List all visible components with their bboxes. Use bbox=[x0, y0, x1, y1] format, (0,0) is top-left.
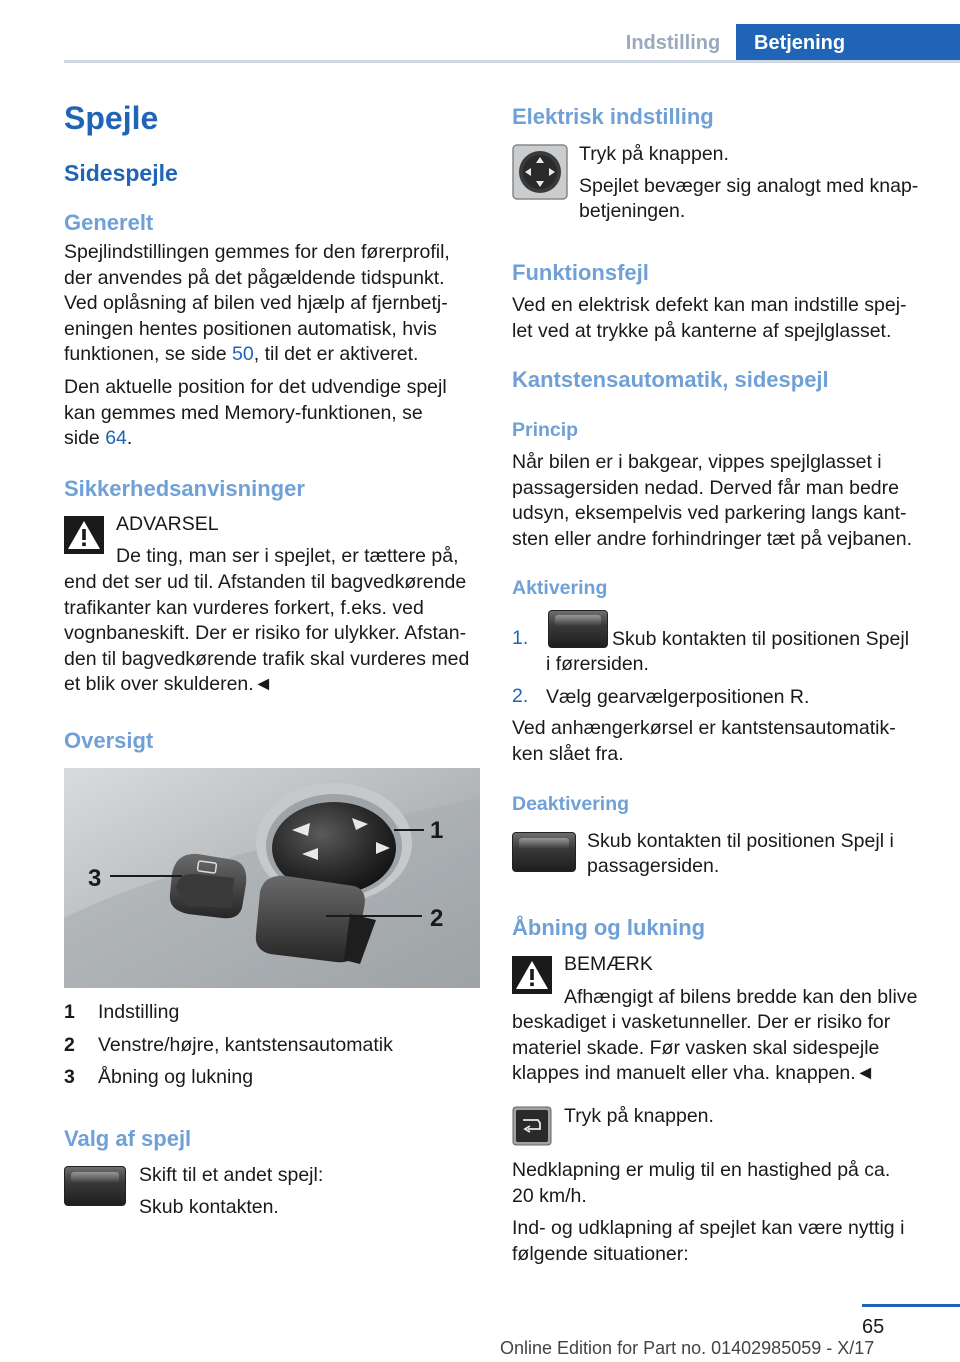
overview-list-num-2: 2 bbox=[64, 1034, 75, 1056]
page-link-64[interactable]: 64 bbox=[105, 427, 127, 449]
page-number: 65 bbox=[862, 1316, 885, 1338]
heading-elektrisk-indstilling: Elektrisk indstilling bbox=[512, 104, 714, 129]
heading-aabning-og-lukning: Åbning og lukning bbox=[512, 915, 706, 940]
heading-generelt: Generelt bbox=[64, 210, 154, 235]
footer-edition: Online Edition for Part no. 01402985059 - X/17 bbox=[500, 1338, 875, 1358]
note-label: BEMÆRK bbox=[564, 953, 653, 975]
caution-triangle-icon bbox=[512, 956, 552, 994]
tryk-text: Tryk på knappen. bbox=[564, 1105, 714, 1127]
footer-divider bbox=[862, 1304, 960, 1307]
page-title: Spejle bbox=[64, 100, 159, 136]
heading-princip: Princip bbox=[512, 419, 579, 441]
aktivering-text-1b: i førersiden. bbox=[546, 653, 649, 675]
heading-aktivering: Aktivering bbox=[512, 577, 608, 599]
header-tab-betjening[interactable]: Betjening bbox=[736, 24, 960, 62]
elektrisk-text-line1: Tryk på knappen. bbox=[579, 143, 729, 165]
fold-mirror-button-icon bbox=[512, 1106, 552, 1146]
callout-2: 2 bbox=[430, 905, 444, 932]
note-text-line1: Afhængigt af bilens bredde kan den blive bbox=[564, 986, 918, 1008]
valg-text-line1: Skift til et andet spejl: bbox=[139, 1164, 324, 1186]
overview-list-num-3: 3 bbox=[64, 1066, 75, 1088]
mirror-switch-driver-icon bbox=[548, 610, 608, 648]
page-link-50[interactable]: 50 bbox=[232, 343, 254, 365]
heading-deaktivering: Deaktivering bbox=[512, 793, 630, 815]
heading-funktionsfejl: Funktionsfejl bbox=[512, 260, 649, 285]
aktivering-text-1a: Skub kontakten til positionen Spejl bbox=[612, 628, 910, 650]
nedklapning-text: Nedklapning er mulig til en hastighed på ca. 20 km/h. bbox=[512, 1159, 891, 1207]
warning-text: end det ser ud til. Afstanden til bagvedkørende trafikanter kan vurderes forkert, f.eks. ved vognbaneskift. Der er risiko for ulykker. Afstan‐ den til bagvedkørende trafik skal vurderes med et blik over skulderen.◄ bbox=[64, 571, 470, 695]
heading-oversigt: Oversigt bbox=[64, 728, 154, 753]
princip-text: Når bilen er i bakgear, vippes spejlglasset i passagersiden nedad. Derved får man bedre udsyn, eksempelvis ved parkering langs kant‐ sten eller andre forhindringer tæt på vejbanen. bbox=[512, 451, 912, 550]
section-heading-sidespejle: Sidespejle bbox=[64, 160, 178, 186]
heading-sikkerhedsanvisninger: Sikkerhedsanvisninger bbox=[64, 476, 305, 501]
heading-valg-af-spejl: Valg af spejl bbox=[64, 1126, 192, 1151]
heading-kantstensautomatik: Kantstensautomatik, sidespejl bbox=[512, 367, 829, 392]
header-divider bbox=[64, 60, 960, 63]
warning-label: ADVARSEL bbox=[116, 513, 219, 535]
header-tab-indstilling[interactable]: Indstilling bbox=[625, 32, 721, 54]
paragraph-generelt-2: Den aktuelle position for det udvendige spejl kan gemmes med Memory-funktionen, se side 64. bbox=[64, 376, 447, 449]
elektrisk-text-line3: betjeningen. bbox=[579, 200, 686, 222]
aktivering-num-2: 2. bbox=[512, 685, 529, 707]
note-text: beskadiget i vasketunneller. Der er risiko for materiel skade. Før vasken skal sidespejle klappes ind manuelt eller vha. knappen.◄ bbox=[512, 1011, 891, 1084]
funktionsfejl-text: Ved en elektrisk defekt kan man indstille spej‐ let ved at trykke på kanterne af spejlglasset. bbox=[512, 294, 907, 342]
callout-3: 3 bbox=[88, 865, 102, 892]
mirror-control-photo bbox=[64, 768, 480, 988]
deaktivering-text-line1: Skub kontakten til positionen Spejl i bbox=[587, 830, 894, 852]
overview-list-text-2: Venstre/højre, kantstensautomatik bbox=[98, 1034, 393, 1056]
mirror-adjust-button-icon bbox=[512, 144, 568, 200]
mirror-switch-passenger-icon bbox=[512, 832, 576, 872]
overview-list-num-1: 1 bbox=[64, 1001, 75, 1023]
mirror-switch-icon bbox=[64, 1166, 126, 1206]
elektrisk-text-line2: Spejlet bevæger sig analogt med knap‐ bbox=[579, 175, 919, 197]
aktivering-text-2: Vælg gearvælgerpositionen R. bbox=[546, 686, 810, 708]
anhaenger-text: Ved anhængerkørsel er kantstensautomatik‐ ken slået fra. bbox=[512, 717, 896, 765]
callout-1: 1 bbox=[430, 817, 444, 844]
overview-list-text-3: Åbning og lukning bbox=[98, 1066, 254, 1088]
warning-triangle-icon bbox=[64, 516, 104, 554]
paragraph-generelt-1: Spejlindstillingen gemmes for den førerprofil, der anvendes på det pågældende tidspunkt. Ved oplåsning af bilen ved hjælp af fjernbetj‐ eningen hentes positionen automatisk, hvis funktionen, se side 50, til det er aktiveret. bbox=[64, 241, 450, 365]
warning-text-line1: De ting, man ser i spejlet, er tættere på, bbox=[116, 545, 459, 567]
aktivering-num-1: 1. bbox=[512, 627, 529, 649]
valg-text-line2: Skub kontakten. bbox=[139, 1196, 279, 1218]
overview-list-text-1: Indstilling bbox=[98, 1001, 180, 1023]
indklapning-text: Ind- og udklapning af spejlet kan være nyttig i følgende situationer: bbox=[512, 1217, 905, 1265]
deaktivering-text-line2: passagersiden. bbox=[587, 855, 720, 877]
